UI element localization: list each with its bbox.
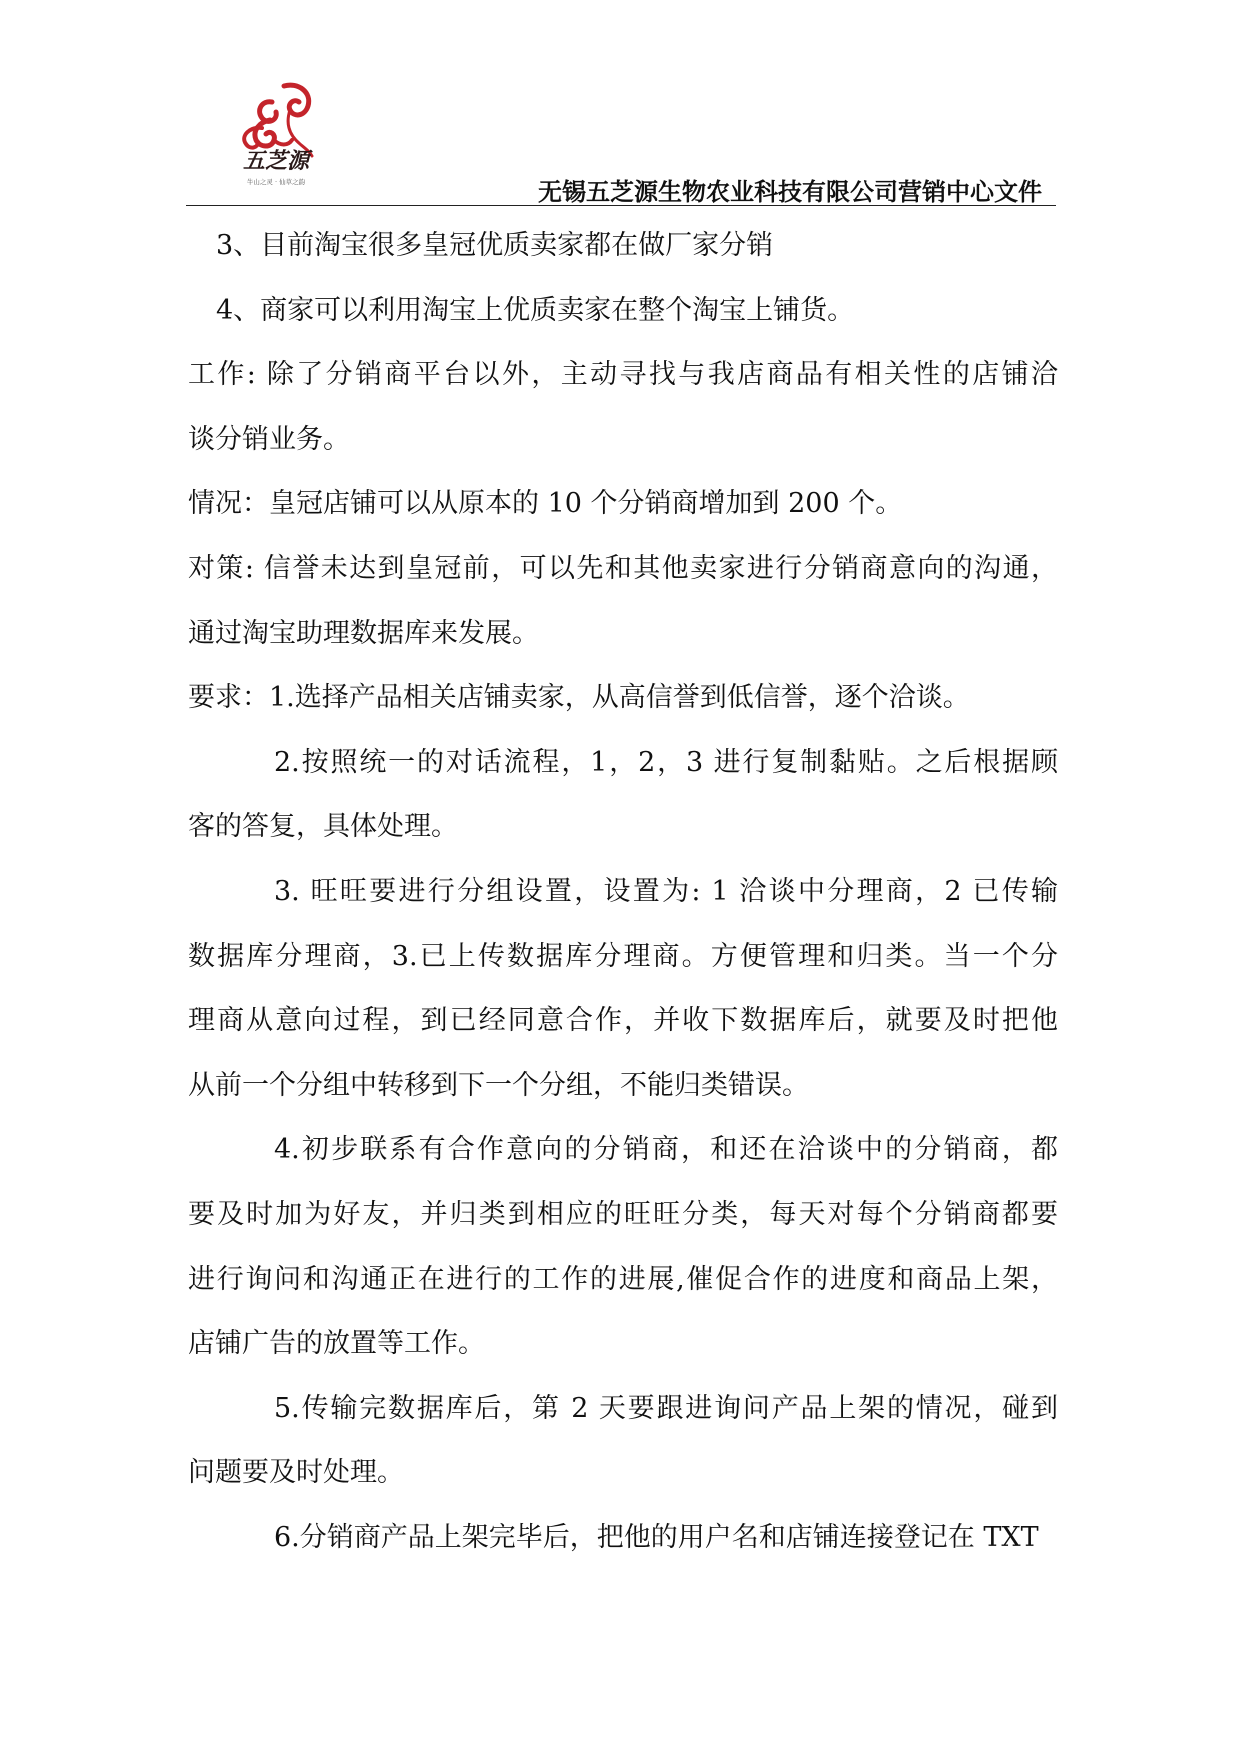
body-line: 情况：皇冠店铺可以从原本的 10 个分销商增加到 200 个。: [188, 488, 903, 520]
body-line: 4、商家可以利用淘宝上优质卖家在整个淘宝上铺货。: [216, 294, 855, 326]
body-line: 2.按照统一的对话流程，1，2，3 进行复制黏贴。之后根据顾: [274, 746, 1058, 778]
header-divider: [186, 205, 1056, 206]
body-line: 对策: 信誉未达到皇冠前，可以先和其他卖家进行分销商意向的沟通，: [188, 552, 1058, 584]
document-body: [188, 214, 1058, 1570]
body-line: 数据库分理商，3.已上传数据库分理商。方便管理和归类。当一个分: [188, 940, 1058, 972]
company-logo: [226, 80, 326, 200]
body-line: 理商从意向过程，到已经同意合作，并收下数据库后，就要及时把他: [188, 1005, 1058, 1037]
body-line: 3、目前淘宝很多皇冠优质卖家都在做厂家分销: [216, 230, 774, 261]
body-line: 3. 旺旺要进行分组设置，设置为: 1 洽谈中分理商，2 已传输: [274, 875, 1058, 907]
logo-brand-text: 五芝源: [242, 148, 310, 174]
body-line: 4.初步联系有合作意向的分销商，和还在洽谈中的分销商，都: [274, 1134, 1058, 1166]
body-line: 要求：1.选择产品相关店铺卖家，从高信誉到低信誉，逐个洽谈。: [188, 682, 970, 714]
body-line: 从前一个分组中转移到下一个分组，不能归类错误。: [188, 1069, 809, 1101]
body-line: 工作: 除了分销商平台以外，主动寻找与我店商品有相关性的店铺洽: [188, 359, 1058, 391]
body-line: 进行询问和沟通正在进行的工作的进展,催促合作的进度和商品上架，: [188, 1263, 1058, 1295]
body-line: 5.传输完数据库后，第 2 天要跟进询问产品上架的情况，碰到: [274, 1392, 1058, 1424]
body-line: 问题要及时处理。: [188, 1457, 404, 1489]
page-header: [186, 80, 1056, 208]
body-line: 店铺广告的放置等工作。: [188, 1328, 485, 1360]
body-line: 谈分销业务。: [188, 423, 350, 455]
lingzhi-logo-icon: [226, 80, 326, 200]
body-line: 要及时加为好友，并归类到相应的旺旺分类，每天对每个分销商都要: [188, 1198, 1058, 1230]
company-document-title: 无锡五芝源生物农业科技有限公司营销中心文件: [538, 178, 1042, 206]
body-line: 6.分销商产品上架完毕后，把他的用户名和店铺连接登记在 TXT: [274, 1521, 1039, 1553]
logo-tagline: 牛山之灵 · 仙草之韵: [246, 178, 306, 186]
body-line: 客的答复，具体处理。: [188, 811, 458, 843]
body-line: 通过淘宝助理数据库来发展。: [188, 617, 539, 649]
